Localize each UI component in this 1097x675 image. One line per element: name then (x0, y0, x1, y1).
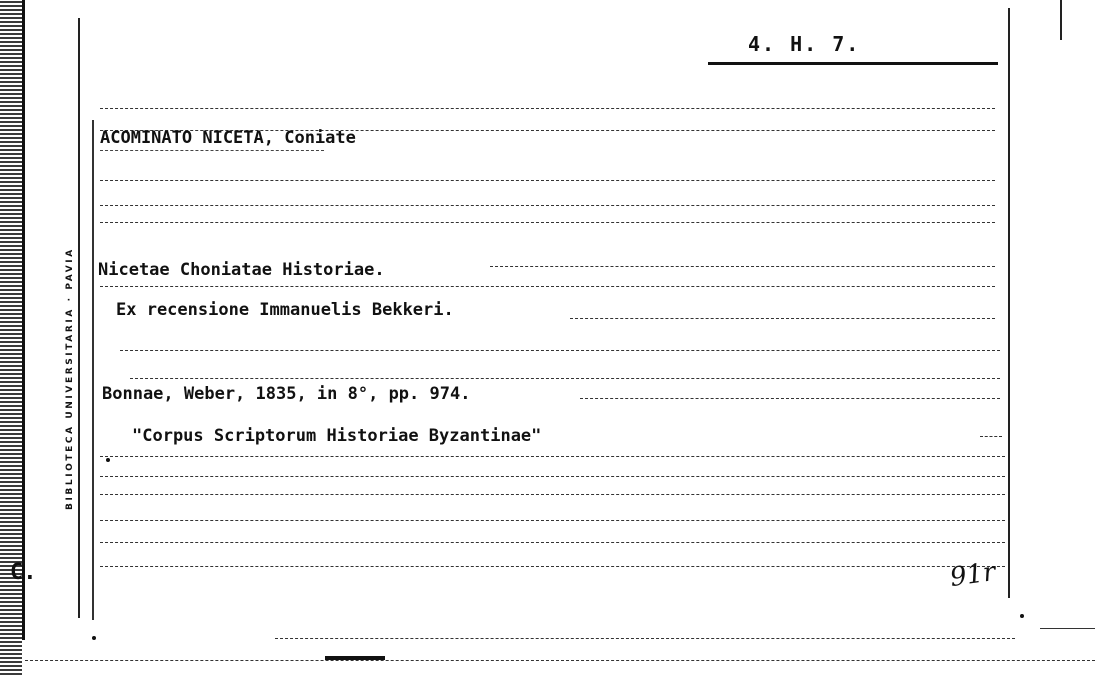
ruled-line (100, 180, 995, 181)
ruled-line (100, 494, 1005, 495)
right-margin-rule (1008, 8, 1010, 598)
ruled-line (1040, 628, 1095, 629)
ruled-line (980, 436, 1002, 437)
library-stamp: BIBLIOTECA UNIVERSITARIA · PAVIA (65, 247, 75, 510)
ruled-line (580, 398, 1000, 399)
title-line: Nicetae Choniatae Historiae. (98, 260, 385, 280)
shelfmark: 4. H. 7. (748, 32, 861, 56)
ruled-line (100, 566, 1005, 567)
bottom-edge-mark (325, 656, 385, 660)
ruled-line (490, 266, 995, 267)
ruled-line (100, 456, 1005, 457)
ink-dot (92, 636, 96, 640)
ruled-line (130, 378, 1000, 379)
ruled-line (100, 286, 995, 287)
shelfmark-underline (708, 62, 998, 65)
edition-line: Ex recensione Immanuelis Bekkeri. (116, 300, 454, 320)
ink-dot (1020, 614, 1024, 618)
ruled-line (120, 350, 1000, 351)
ruled-line (100, 205, 995, 206)
ruled-line (100, 520, 1005, 521)
ruled-line (100, 222, 995, 223)
ruled-line (570, 318, 995, 319)
heading-underline (100, 150, 324, 151)
series-line: "Corpus Scriptorum Historiae Byzantinae" (132, 426, 542, 446)
ruled-line (275, 638, 1015, 639)
author-heading: ACOMINATO NICETA, Coniate (100, 128, 356, 148)
left-margin-rule (78, 18, 80, 618)
margin-letter-mark: C. (10, 560, 37, 585)
ruled-line (100, 542, 1005, 543)
handwritten-note: 91r (948, 556, 998, 594)
card-edge-line (22, 0, 25, 640)
bottom-edge-line (25, 660, 1095, 661)
right-edge-tick (1060, 0, 1062, 40)
ruled-line (100, 108, 995, 109)
left-margin-rule-inner (92, 120, 94, 620)
imprint-line: Bonnae, Weber, 1835, in 8°, pp. 974. (102, 384, 471, 404)
ruled-line (100, 476, 1005, 477)
ink-dot (106, 458, 110, 462)
